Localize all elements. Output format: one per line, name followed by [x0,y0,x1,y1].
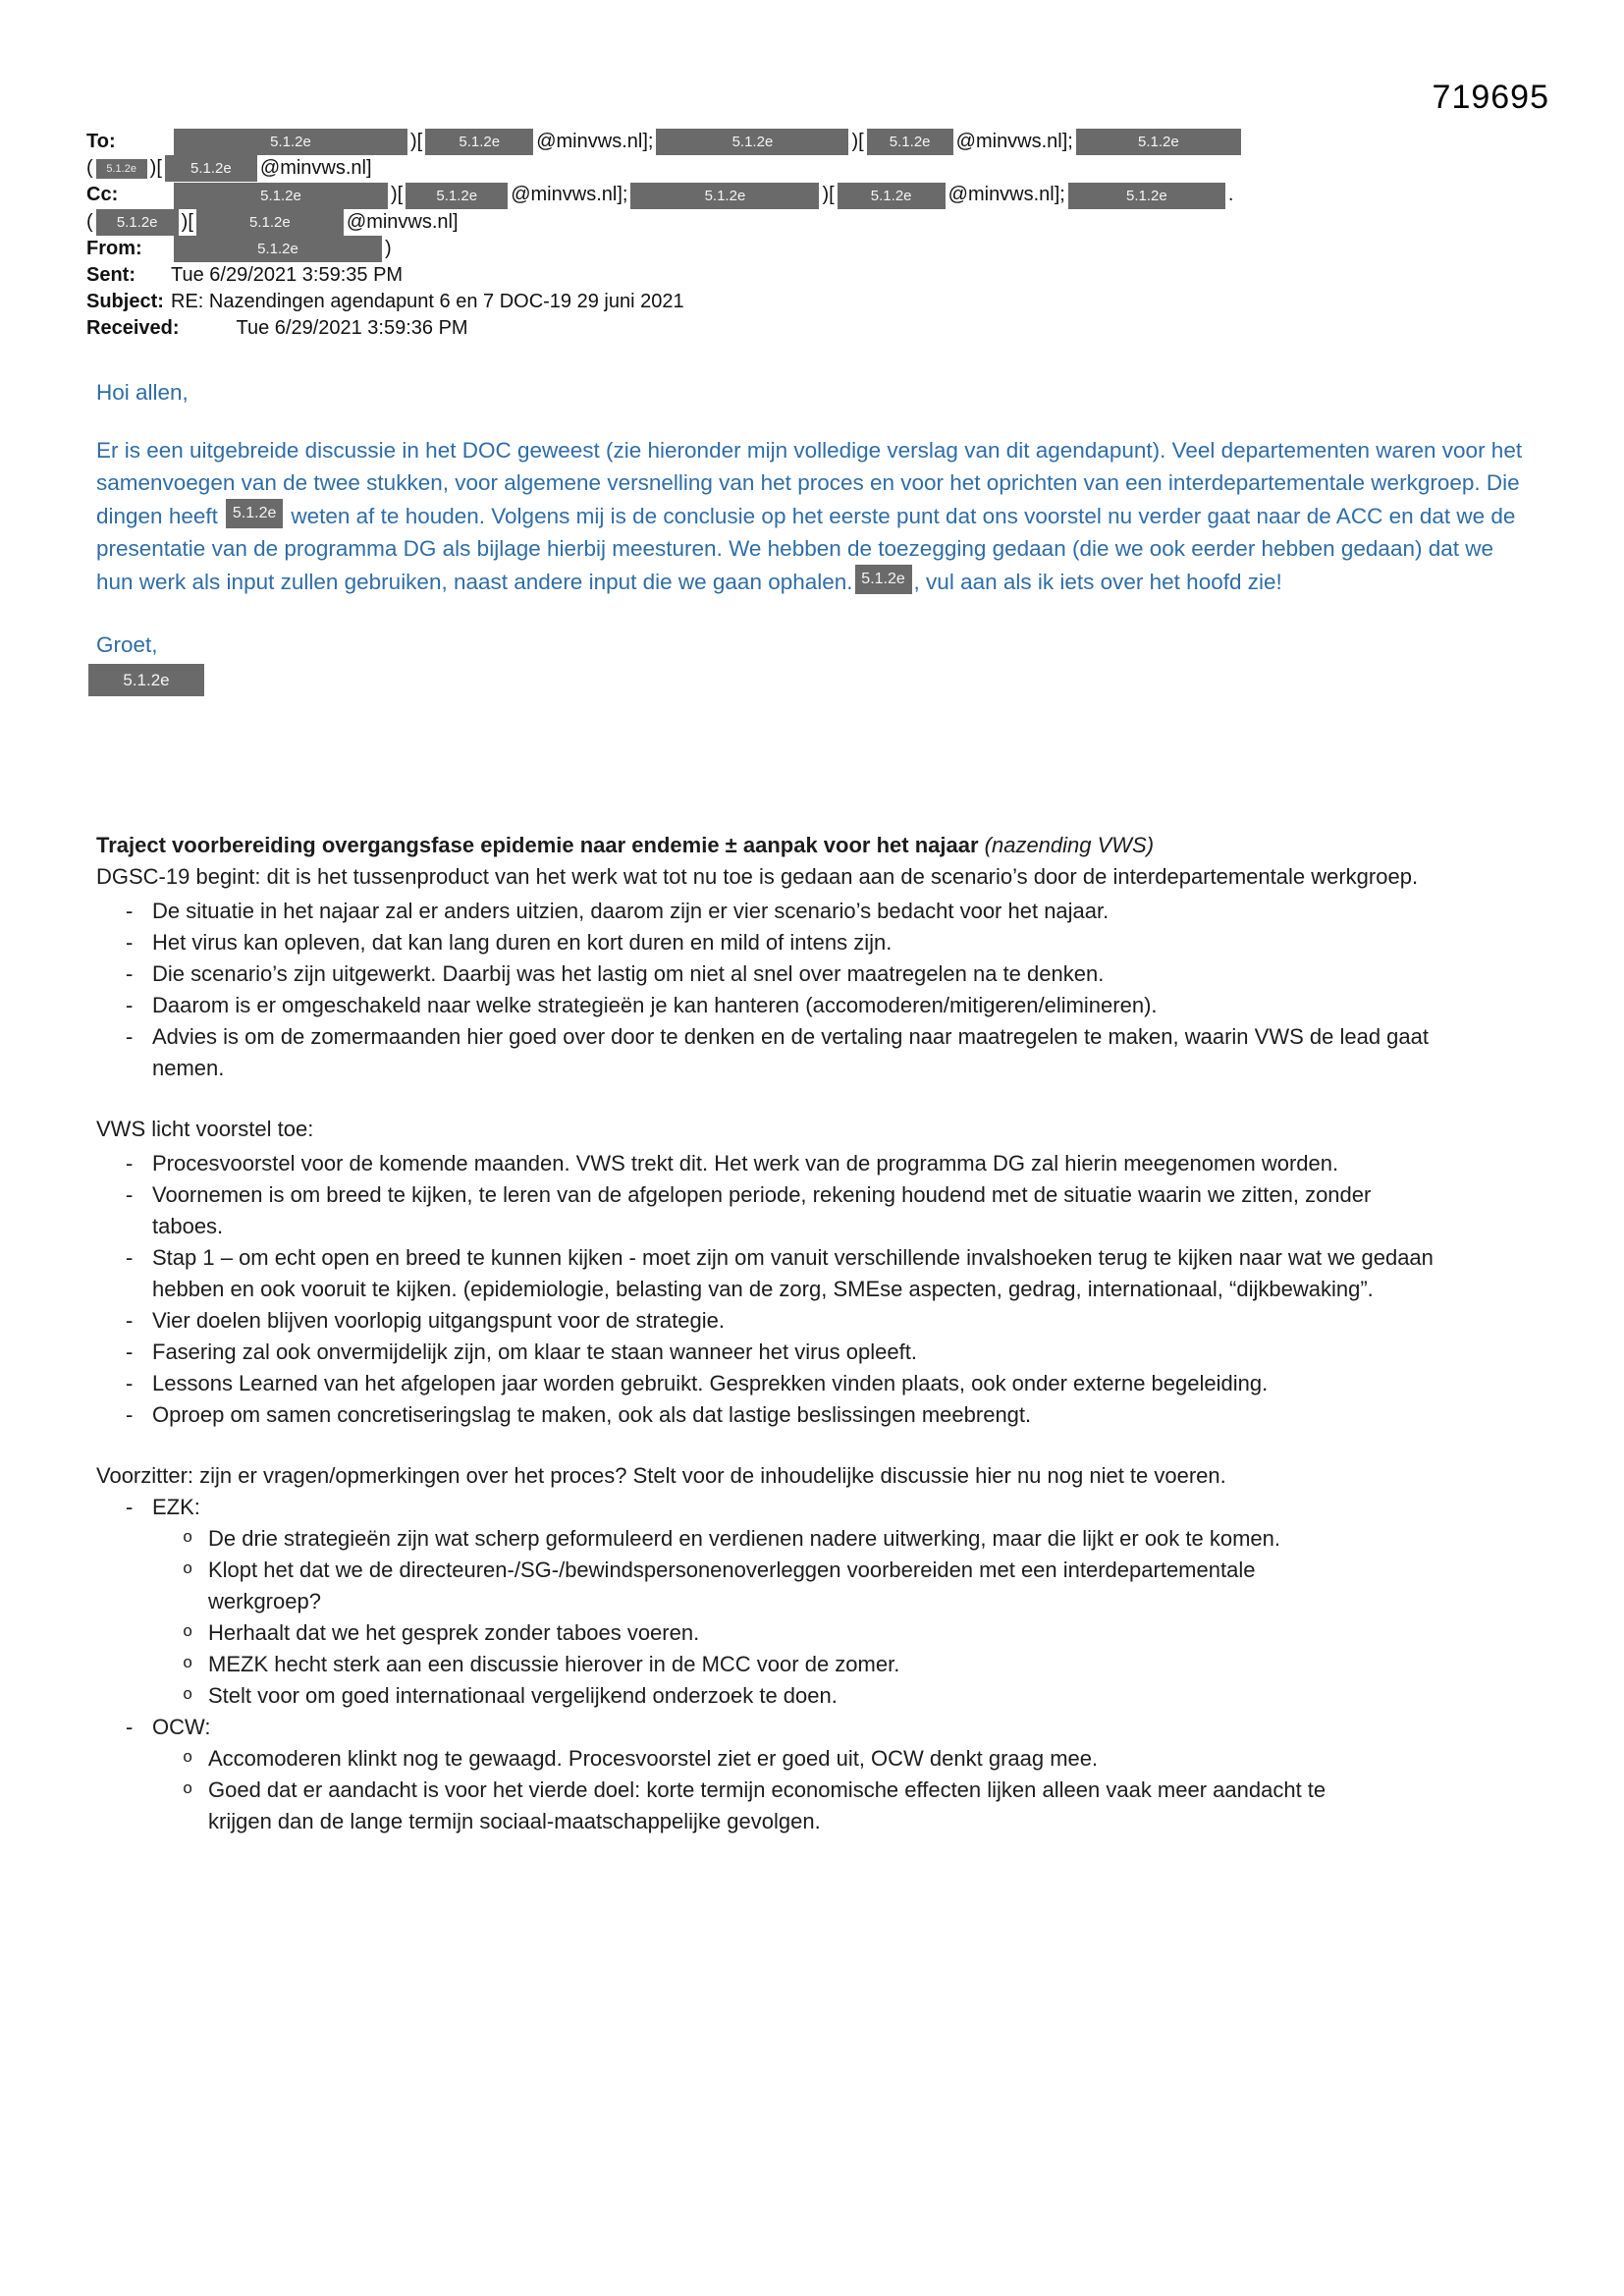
list-item [96,1368,1443,1399]
redaction-box: 5.1.2e [867,129,953,155]
redaction-box: 5.1.2e [196,209,344,236]
greeting: Hoi allen, [96,380,189,405]
list-item-text: Daarom is er omgeschakeld naar welke strategieën je kan hanteren (accomoderen/mitigeren/elimineren). [152,993,1158,1017]
circle-bullet-icon: o [183,1623,193,1642]
header-text: Tue 6/29/2021 3:59:36 PM [236,317,468,340]
circle-bullet-icon: o [183,1749,193,1768]
circle-bullet-icon: o [183,1529,193,1548]
redaction-box: 5.1.2e [96,159,147,179]
paragraph-text: weten af te houden. Volgens mij is de conclusie op het eerste punt dat ons voorstel nu verder gaat naar de ACC en dat we de presentatie van de programma DG als bijlage hierbij meesturen. We hebben de toezegging gedaan (die we ook eerder hebben gedaan) dat we hun werk als input zullen gebruiken, naast andere input die we gaan ophalen. [96,504,1516,594]
list-item-text: Lessons Learned van het afgelopen jaar worden gebruikt. Gesprekken vinden plaats, ook onder externe begeleiding. [152,1371,1269,1395]
meeting-notes [96,830,1443,1837]
dash-bullet-icon: - [126,1024,134,1049]
sub-list-item [96,1555,1363,1617]
redaction-box: 5.1.2e [855,565,912,594]
chair-line: Voorzitter: zijn er vragen/opmerkingen over het proces? Stelt voor de inhoudelijke discussie hier nu nog niet te voeren. [96,1463,1226,1488]
header-line [86,182,1555,208]
list-item [96,1179,1443,1242]
sub-list-item [96,1523,1363,1555]
header-line [86,209,1555,236]
header-line [86,155,1555,182]
header-line [86,315,1555,342]
circle-bullet-icon: o [183,1560,193,1579]
dash-bullet-icon: - [126,1402,134,1427]
notes-title [96,830,1443,861]
list-item-text: Procesvoorstel voor de komende maanden. VWS trekt dit. Het werk van de programma DG zal hierin meegenomen worden. [152,1151,1339,1175]
dash-bullet-icon: - [126,1339,134,1364]
header-text: )[ [391,184,404,206]
dash-bullet-icon: - [126,961,134,986]
circle-bullet-icon: o [183,1686,193,1705]
signature-redaction-box: 5.1.2e [88,664,204,696]
redaction-box: 5.1.2e [425,129,533,155]
list-item-text: Die scenario’s zijn uitgewerkt. Daarbij was het lastig om niet al snel over maatregelen na te denken. [152,961,1105,986]
sub-item-text: Stelt voor om goed internationaal vergelijkend onderzoek te doen. [208,1683,838,1708]
org-points [96,1523,1443,1712]
header-text: @minvws.nl]; [955,131,1073,152]
list-item-text: Stap 1 – om echt open en breed te kunnen kijken - moet zijn om vanuit verschillende invalshoeken terug te kijken naar wat we gedaan hebben en ook vooruit te kijken. (epidemiologie, belasting van de zorg, SMEse aspecten, gedrag, internationaal, “dijkbewaking”. [152,1245,1434,1301]
sub-item-text: Herhaalt dat we het gesprek zonder taboes voeren. [208,1620,700,1645]
sub-item-text: Goed dat er aandacht is voor het vierde doel: korte termijn economische effecten lijken alleen vaak meer aandacht te krijgen dan de lange termijn sociaal-maatschappelijke gevolgen. [208,1777,1326,1833]
redaction-box: 5.1.2e [174,183,388,209]
dash-bullet-icon: - [126,1182,134,1207]
redaction-box: 5.1.2e [1068,183,1225,209]
list-item [96,1021,1443,1084]
sub-list-item [96,1680,1363,1712]
org-item [96,1492,1443,1523]
notes-intro: DGSC-19 begint: dit is het tussenproduct van het werk wat tot nu toe is gedaan aan de scenario’s door de interdepartementale werkgroep. [96,864,1419,889]
header-text: . [1227,184,1234,206]
header-text: ( [86,157,93,180]
list-item-text: Vier doelen blijven voorlopig uitgangspunt voor de strategie. [152,1308,725,1333]
redaction-box: 5.1.2e [1076,129,1241,155]
paragraph-text: , vul aan als ik iets over het hoofd zie! [913,570,1282,594]
redaction-box: 5.1.2e [174,236,382,262]
header-field-label: Sent: [86,264,135,287]
redaction-box: 5.1.2e [165,155,257,182]
header-field-label: Cc: [86,184,119,206]
sub-list-item [96,1649,1363,1680]
list-item [96,896,1443,927]
redaction-box: 5.1.2e [656,129,848,155]
header-text: )[ [149,157,162,180]
header-text: @minvws.nl]; [511,184,628,206]
list-item [96,1148,1443,1179]
org-responses [96,1492,1443,1837]
closing: Groet, [96,632,158,657]
dash-bullet-icon: - [126,1151,134,1175]
dash-bullet-icon: - [126,1308,134,1333]
redaction-box: 5.1.2e [406,183,508,209]
redaction-box: 5.1.2e [226,499,283,528]
dash-bullet-icon: - [126,1371,134,1395]
dash-bullet-icon: - [126,1495,134,1519]
list-item-text: Oproep om samen concretiseringslag te maken, ook als dat lastige beslissingen meebrengt. [152,1402,1032,1427]
list-item [96,927,1443,958]
notes-subheading: VWS licht voorstel toe: [96,1117,314,1141]
header-text: ( [86,210,93,233]
paragraph-text: Er is een uitgebreide discussie in het DOC geweest (zie hieronder mijn volledige verslag van dit agendapunt). Veel departementen waren voor het samenvoegen van de twee stukken, voor algemene versnelling van het proces en voor het oprichten van een interdepartementale werkgroep. Die dingen heeft [96,438,1523,528]
list-item [96,1305,1443,1337]
org-points [96,1743,1443,1837]
header-field-label: From: [86,237,142,259]
org-name: EZK: [152,1495,200,1519]
document-number: 719695 [1432,79,1549,116]
header-line [86,289,1555,315]
dash-bullet-icon: - [126,930,134,955]
circle-bullet-icon: o [183,1655,193,1673]
list-item-text: De situatie in het najaar zal er anders uitzien, daarom zijn er vier scenario’s bedacht voor het najaar. [152,899,1110,923]
scenario-bullet-list [96,896,1443,1084]
header-text: @minvws.nl]; [947,184,1065,206]
list-item [96,990,1443,1021]
org-item [96,1712,1443,1743]
proposal-bullet-list [96,1148,1443,1431]
header-field-label: To: [86,131,116,152]
header-text: )[ [181,210,193,233]
dash-bullet-icon: - [126,1245,134,1270]
header-line [86,236,1555,262]
header-text: )[ [851,131,864,152]
notes-title-italic: (nazending VWS) [984,833,1155,857]
redaction-box: 5.1.2e [630,183,819,209]
list-item-text: Voornemen is om breed te kijken, te leren van de afgelopen periode, rekening houdend met de situatie waarin we zitten, zonder taboes. [152,1182,1372,1238]
header-text: )[ [410,131,423,152]
email-body [96,376,1532,696]
org-name: OCW: [152,1715,211,1739]
dash-bullet-icon: - [126,993,134,1017]
dash-bullet-icon: - [126,899,134,923]
list-item-text: Advies is om de zomermaanden hier goed over door te denken en de vertaling naar maatregelen te maken, waarin VWS de lead gaat nemen. [152,1024,1429,1080]
circle-bullet-icon: o [183,1780,193,1799]
sub-list-item [96,1617,1363,1649]
sub-item-text: MEZK hecht sterk aan een discussie hierover in de MCC voor de zomer. [208,1652,900,1676]
list-item [96,1242,1443,1305]
dash-bullet-icon: - [126,1715,134,1739]
list-item-text: Het virus kan opleven, dat kan lang duren en kort duren en mild of intens zijn. [152,930,893,955]
sub-item-text: De drie strategieën zijn wat scherp geformuleerd en verdienen nadere uitwerking, maar die lijkt er ook te komen. [208,1526,1281,1551]
header-text: ) [385,237,392,259]
header-line [86,262,1555,289]
redaction-box: 5.1.2e [96,209,179,236]
sub-list-item [96,1743,1363,1775]
redaction-box: 5.1.2e [838,183,946,209]
sub-item-text: Klopt het dat we de directeuren-/SG-/bewindspersonenoverleggen voorbereiden met een interdepartementale werkgroep? [208,1558,1256,1613]
header-line [86,129,1555,155]
header-text: RE: Nazendingen agendapunt 6 en 7 DOC-19 29 juni 2021 [171,291,684,313]
sub-item-text: Accomoderen klinkt nog te gewaagd. Procesvoorstel ziet er goed uit, OCW denkt graag mee. [208,1746,1099,1771]
notes-title-bold: Traject voorbereiding overgangsfase epidemie naar endemie ± aanpak voor het najaar [96,833,979,857]
header-text: @minvws.nl] [346,210,459,233]
sub-list-item [96,1775,1363,1837]
header-text: @minvws.nl] [259,157,372,180]
list-item [96,1337,1443,1368]
email-header [86,129,1555,342]
list-item-text: Fasering zal ook onvermijdelijk zijn, om klaar te staan wanneer het virus opleeft. [152,1339,917,1364]
list-item [96,1399,1443,1431]
header-field-label: Received: [86,317,180,340]
email-paragraph [96,434,1532,598]
header-text: Tue 6/29/2021 3:59:35 PM [171,264,404,287]
header-text: @minvws.nl]; [536,131,654,152]
header-text: )[ [822,184,835,206]
list-item [96,958,1443,990]
header-field-label: Subject: [86,291,164,313]
redaction-box: 5.1.2e [174,129,407,155]
